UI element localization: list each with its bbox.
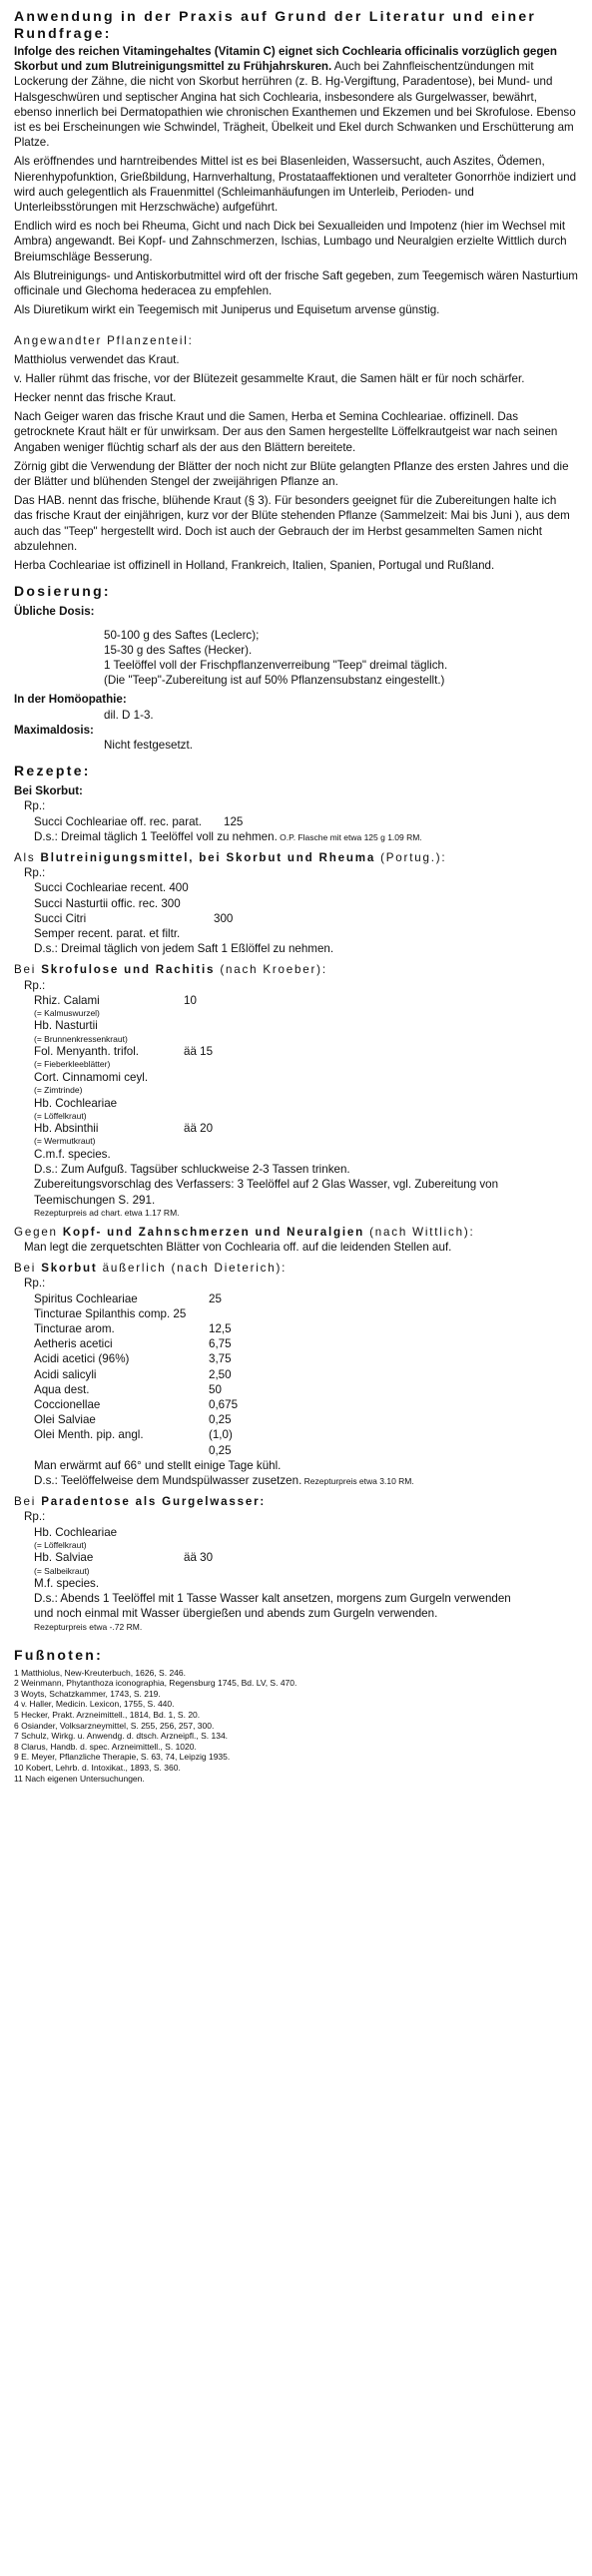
ingredient-name: Hb. Cochleariae (34, 1096, 118, 1110)
ingredient-name: Aqua dest. (34, 1382, 90, 1396)
ingredient-name: Tincturae Spilanthis comp. 25 (34, 1306, 187, 1320)
homeopathy-value: dil. D 1-3. (104, 708, 154, 722)
max-dose-label: Maximaldosis: (14, 723, 94, 737)
recipe-ds: D.s.: Teelöffelweise dem Mundspülwasser zusetzen. (34, 1474, 302, 1488)
usual-dose-line: 50-100 g des Saftes (Leclerc); (104, 628, 260, 642)
recipe-title (14, 962, 578, 977)
ingredient-german-name: (= Zimtrinde) (34, 1085, 83, 1096)
intro-bold-text: Infolge des reichen Vitamingehaltes (Vitamin C) eignet sich Cochlearia officinalis vorzüglich gegen Skorbut und zum Blutreinigungsmittel zu Frühjahrskuren. (14, 45, 557, 74)
ingredient-german-name: (= Löffelkraut) (34, 1539, 87, 1550)
recipe-ingredient (14, 1550, 578, 1565)
ingredient-quantity: 25 (209, 1291, 222, 1305)
page-title: Anwendung in der Praxis auf Grund der Literatur und einer Rundfrage: (14, 8, 537, 41)
ingredient-name: Semper recent. parat. et filtr. (34, 926, 181, 940)
ingredient-name: Fol. Menyanth. trifol. (34, 1045, 140, 1059)
ingredient-name: Spiritus Cochleariae (34, 1291, 138, 1305)
blood-purifier-paragraph: Als Blutreinigungs- und Antiskorbutmittel wird oft der frische Saft gegeben, zum Teegemisch wären Nasturtium officinale und Glechoma hederacea zu empfehlen. (14, 268, 578, 298)
recipe-title (14, 850, 578, 865)
ingredient-quantity: (1,0) (209, 1428, 233, 1442)
ingredient-name: Hb. Absinthii (34, 1122, 99, 1136)
ingredient-quantity: ää 15 (184, 1045, 214, 1059)
recipe-rp: Rp.: (24, 1277, 46, 1290)
recipe-method: Man erwärmt auf 66° und stellt einige Tage kühl. (34, 1458, 282, 1472)
homeopathy-label: In der Homöopathie: (14, 693, 127, 707)
recipe-title-prefix: Bei (14, 1495, 42, 1509)
footnote: 5 Hecker, Prakt. Arzneimittell., 1814, Bd. 1, S. 20. (14, 1710, 201, 1721)
ingredient-quantity: ää 20 (184, 1122, 214, 1136)
ingredient-quantity: 125 (224, 814, 244, 828)
rheuma-paragraph: Endlich wird es noch bei Rheuma, Gicht und nach Dick bei Sexualleiden und Impotenz (hier im Wechsel mit Ambra) angewandt. Bei Kopf- und Zahnschmerzen, Ischias, Lumbago und Neuralgien erzielte Wittlich durch Breiumschläge Besserung. (14, 220, 567, 263)
recipe-ingredient (14, 814, 578, 829)
recipe-ds: D.s.: Dreimal täglich 1 Teelöffel voll zu nehmen. (34, 829, 278, 843)
recipe-ds: D.s.: Dreimal täglich von jedem Saft 1 Eßlöffel zu nehmen. (34, 942, 334, 956)
footnote: 10 Kobert, Lehrb. d. Intoxikat., 1893, S. 360. (14, 1763, 181, 1774)
recipe-instructions (14, 1473, 578, 1488)
recipe-title-prefix: Bei (14, 1262, 42, 1276)
recipe-title-suffix: (nach Kroeber): (215, 963, 327, 977)
plant-part-heading: Angewandter Pflanzenteil: (14, 334, 194, 348)
footnote: 3 Woyts, Schatzkammer, 1743, S. 219. (14, 1688, 161, 1699)
ingredient-german-name: (= Fieberkleeblätter) (34, 1059, 111, 1070)
plant-part-zoernig: Zörnig gibt die Verwendung der Blätter der noch nicht zur Blüte gelangten Pflanze des ersten Jahres und die der Blätter und blühenden Stengel der zweijährigen Pflanze an. (14, 459, 569, 489)
recipe-blutreinigung (14, 850, 578, 956)
ingredient-name: Coccionellae (34, 1398, 101, 1412)
recipe-ds: D.s.: Zum Aufguß. Tagsüber schluckweise 2-3 Tassen trinken. (34, 1163, 350, 1177)
recipe-ingredient (14, 1306, 578, 1321)
recipe-title-main: Paradentose als Gurgelwasser: (41, 1495, 267, 1509)
recipe-ingredient (14, 1070, 578, 1085)
footnote: 4 v. Haller, Medicin. Lexicon, 1755, S. 440. (14, 1699, 175, 1710)
ingredient-name: Tincturae arom. (34, 1322, 115, 1336)
recipe-ingredient (14, 1412, 578, 1427)
recipe-ingredient (14, 880, 578, 895)
ingredient-name: Succi Citri (34, 911, 87, 925)
recipe-ds: D.s.: Abends 1 Teelöffel mit 1 Tasse Wasser kalt ansetzen, morgens zum Gurgeln verwenden (34, 1592, 511, 1606)
footnotes-list (14, 1668, 578, 1785)
recipe-ingredient (14, 1427, 578, 1442)
recipe-neuralgien (14, 1225, 578, 1255)
ingredient-name: Hb. Cochleariae (34, 1525, 118, 1539)
plant-part-geiger: Nach Geiger waren das frische Kraut und die Samen, Herba et Semina Cochleariae. offizinell. Das getrocknete Kraut hält er für unwirksam. Der aus den Samen hergestellte Löffelkrautgeist war nach seinen Angaben weniger flüchtig scharf als der aus den Blättern bereitete. (14, 410, 558, 454)
plant-part-haller: v. Haller rühmt das frische, vor der Blütezeit gesammelte Kraut, die Samen hält er für noch schärfer. (14, 371, 525, 385)
ingredient-german-name: (= Wermutkraut) (34, 1136, 96, 1147)
recipe-title-suffix: äußerlich (nach Dieterich): (97, 1262, 288, 1276)
plant-part-hecker: Hecker nennt das frische Kraut. (14, 391, 177, 405)
ingredient-name: Olei Menth. pip. angl. (34, 1428, 144, 1442)
recipe-ingredient (14, 1121, 578, 1136)
plant-part-official: Herba Cochleariae ist offizinell in Holland, Frankreich, Italien, Spanien, Portugal und Rußland. (14, 559, 495, 573)
usual-dose-line: 1 Teelöffel voll der Frischpflanzenverreibung "Teep" dreimal täglich. (104, 658, 448, 672)
recipe-price: Rezepturpreis ad chart. etwa 1.17 RM. (34, 1207, 180, 1218)
ingredient-quantity: 0,25 (209, 1443, 232, 1457)
recipe-rp: Rp.: (24, 866, 46, 880)
recipe-paradentose (14, 1494, 578, 1632)
footnote: 7 Schulz, Wirkg. u. Anwendg. d. dtsch. Arzneipfl., S. 134. (14, 1731, 229, 1742)
usual-dose-label: Übliche Dosis: (14, 605, 95, 619)
ingredient-name: Hb. Salviae (34, 1551, 94, 1565)
recipe-ingredient (14, 1382, 578, 1397)
max-dose-value: Nicht festgesetzt. (104, 738, 193, 752)
footnotes-heading: Fußnoten: (14, 1646, 104, 1663)
ingredient-name (34, 1443, 209, 1458)
ingredient-german-name: (= Brunnenkressenkraut) (34, 1033, 128, 1044)
recipe-title (14, 1225, 578, 1240)
recipe-ingredient (14, 1443, 578, 1458)
ingredient-name: Olei Salviae (34, 1413, 96, 1427)
recipe-title-suffix: (Portug.): (375, 850, 447, 864)
recipe-ingredient (14, 1044, 578, 1059)
recipe-title-main: Blutreinigungsmittel, bei Skorbut und Rheuma (40, 850, 376, 864)
recipe-ingredient (14, 993, 578, 1008)
recipe-title-main: Skrofulose und Rachitis (41, 963, 216, 977)
ingredient-german-name: (= Löffelkraut) (34, 1110, 87, 1121)
intro-rest-text: Auch bei Zahnfleischentzündungen mit Lockerung der Zähne, die nicht von Skorbut herrühren (z. B. Hg-Vergiftung, Paradentose), bei Mund- und Halsgeschwüren und septischer Angina hat sich Cochlearia, insbesondere als Gurgelwasser, bewährt, ebenso innerlich bei Dermatopathien wie chronischen Exanthemen und Ekzemen und bei Skrofulose. Ebenso ist es bei Erscheinungen wie Schwindel, Trägheit, Übelkeit und Ekel durch Schwanken und Erschütterung am Platze. (14, 60, 576, 150)
ingredient-quantity: 50 (209, 1382, 222, 1396)
footnote: 2 Weinmann, Phytanthoza iconographia, Regensburg 1745, Bd. LV, S. 470. (14, 1678, 297, 1689)
plant-part-hab: Das HAB. nennt das frische, blühende Kraut (§ 3). Für besonders geeignet für die Zubereitungen halte ich das frische Kraut der einjährigen, kurz vor der Blüte stehenden Pflanze (Sammelzeit: Mai bis Juni ), aus dem auch das "Teep" hergestellt wird. Doch ist auch der Gebrauch der im Herbst gesammelten Samen nicht abzulehnen. (14, 494, 570, 553)
intro-paragraph (14, 44, 578, 150)
ingredient-name: Succi Nasturtii offic. rec. 300 (34, 896, 181, 910)
recipe-ingredient (14, 926, 578, 941)
recipe-rp: Rp.: (24, 1510, 46, 1524)
diuretic-tea-paragraph: Als Diuretikum wirkt ein Teegemisch mit Juniperus und Equisetum arvense günstig. (14, 303, 440, 317)
ingredient-name: Hb. Nasturtii (34, 1019, 98, 1033)
ingredient-name: Acidi acetici (96%) (34, 1352, 130, 1366)
footnote: 8 Clarus, Handb. d. spec. Arzneimittell., S. 1020. (14, 1741, 197, 1752)
ingredient-name: Acidi salicyli (34, 1367, 97, 1381)
usual-dose-line: 15-30 g des Saftes (Hecker). (104, 643, 253, 657)
recipe-cmf: C.m.f. species. (34, 1147, 111, 1161)
recipe-price: Rezepturpreis etwa 3.10 RM. (301, 1476, 414, 1487)
recipe-title (14, 1261, 578, 1276)
recipe-price: Rezepturpreis etwa -.72 RM. (34, 1621, 143, 1632)
plant-part-matthiolus: Matthiolus verwendet das Kraut. (14, 352, 180, 366)
ingredient-quantity: 2,50 (209, 1367, 232, 1381)
recipe-rp: Rp.: (24, 978, 46, 992)
recipe-ingredient (14, 1336, 578, 1351)
recipe-title-prefix: Gegen (14, 1225, 63, 1239)
ingredient-name: Succi Cochleariae off. rec. parat. (34, 814, 202, 828)
footnote: 6 Osiander, Volksarzneymittel, S. 255, 256, 257, 300. (14, 1720, 215, 1731)
recipe-ingredient (14, 1291, 578, 1306)
footnote: 1 Matthiolus, New-Kreuterbuch, 1626, S. 246. (14, 1667, 186, 1678)
recipe-ingredient (14, 1096, 578, 1111)
recipe-title-prefix: Bei (14, 963, 42, 977)
recipe-instructions (14, 829, 578, 844)
ingredient-quantity: 300 (214, 911, 234, 925)
ingredient-name: Rhiz. Calami (34, 993, 100, 1007)
recipe-rp: Rp.: (24, 799, 46, 813)
usual-dose-line: (Die "Teep"-Zubereitung ist auf 50% Pflanzensubstanz eingestellt.) (104, 674, 445, 688)
recipe-skrofulose (14, 962, 578, 1218)
recipe-skorbut-aeusserlich (14, 1261, 578, 1488)
recipe-price-note: O.P. Flasche mit etwa 125 g 1.09 RM. (277, 831, 422, 842)
recipe-ds-continued: und noch einmal mit Wasser übergießen und abends zum Gurgeln verwenden. (34, 1607, 438, 1621)
recipe-title-prefix: Als (14, 850, 41, 864)
recipe-ingredient (14, 1367, 578, 1382)
recipe-text: Man legt die zerquetschten Blätter von Cochlearia off. auf die leidenden Stellen auf. (24, 1241, 452, 1254)
recipe-ingredient (14, 896, 578, 911)
recipe-skorbut (14, 783, 578, 844)
diuretic-paragraph: Als eröffnendes und harntreibendes Mittel ist es bei Blasenleiden, Wassersucht, auch Aszites, Ödemen, Nierenhypofunktion, Grießbildung, Harnverhaltung, Prostataaffektionen und veralteter Gonorrhöe indiziert und wird auch gelegentlich als Frauenmittel (Schleimanhäufungen im Unterleib, Perioden- und Unterleibsstörungen mit Herzschwäche) aufgeführt. (14, 155, 577, 215)
ingredient-quantity: ää 30 (184, 1551, 214, 1565)
ingredient-name: Succi Cochleariae recent. 400 (34, 881, 189, 895)
recipe-title-main: Kopf- und Zahnschmerzen und Neuralgien (62, 1225, 365, 1239)
recipe-mf: M.f. species. (34, 1577, 100, 1591)
ingredient-quantity: 0,675 (209, 1398, 239, 1412)
recipe-ingredient (14, 1397, 578, 1412)
recipe-title-main: Skorbut (41, 1262, 98, 1276)
ingredient-german-name: (= Kalmuswurzel) (34, 1007, 100, 1018)
ingredient-quantity: 3,75 (209, 1352, 232, 1366)
recipe-ingredient (14, 1321, 578, 1336)
recipe-ingredient (14, 911, 578, 926)
footnote: 9 E. Meyer, Pflanzliche Therapie, S. 63, 74, Leipzig 1935. (14, 1752, 231, 1763)
dosage-heading: Dosierung: (14, 583, 111, 600)
usual-dose-values (14, 622, 578, 689)
footnote: 11 Nach eigenen Untersuchungen. (14, 1773, 145, 1784)
ingredient-name: Cort. Cinnamomi ceyl. (34, 1070, 149, 1084)
recipe-title-suffix: (nach Wittlich): (364, 1225, 475, 1239)
recipe-title: Bei Skorbut: (14, 784, 83, 798)
recipe-preparation: Zubereitungsvorschlag des Verfassers: 3 Teelöffel auf 2 Glas Wasser, vgl. Zubereitung von Teemischungen S. 291. (34, 1178, 499, 1207)
ingredient-name: Aetheris acetici (34, 1337, 113, 1351)
ingredient-quantity: 6,75 (209, 1337, 232, 1351)
ingredient-quantity: 0,25 (209, 1413, 232, 1427)
recipe-ingredient (14, 1351, 578, 1366)
recipe-title (14, 1494, 578, 1509)
recipe-ingredient (14, 1018, 578, 1033)
recipes-heading: Rezepte: (14, 763, 91, 779)
ingredient-quantity: 12,5 (209, 1322, 232, 1336)
ingredient-quantity: 10 (184, 993, 197, 1007)
ingredient-german-name: (= Salbeikraut) (34, 1565, 90, 1576)
recipe-ingredient (14, 1525, 578, 1540)
